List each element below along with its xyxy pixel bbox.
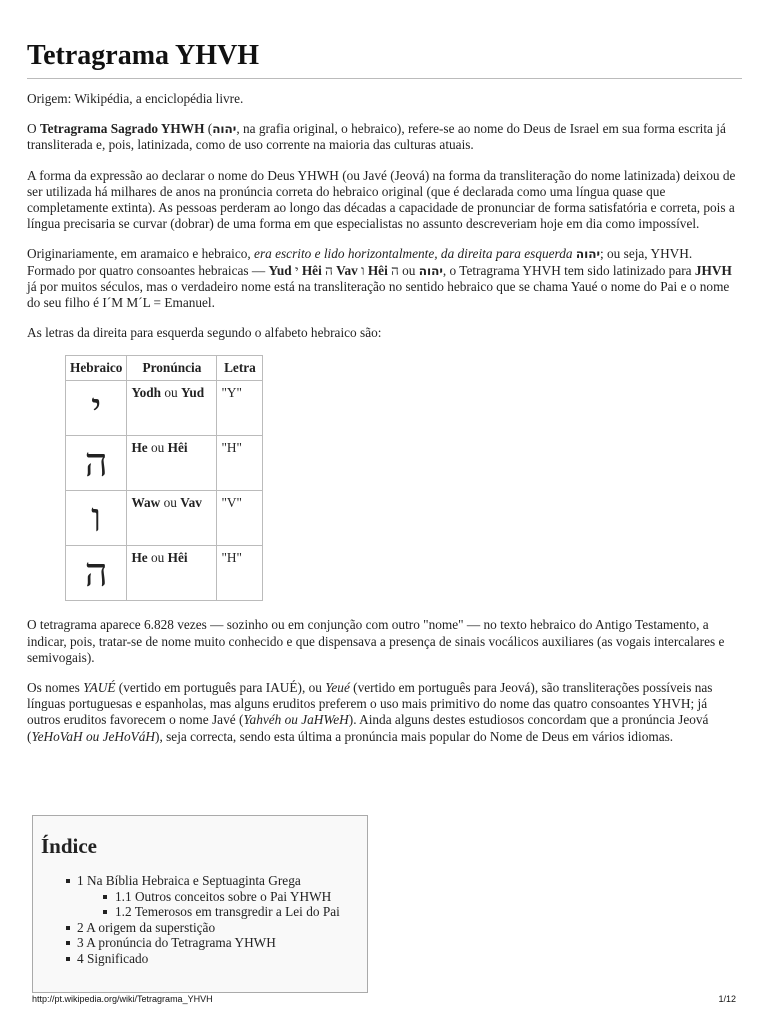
column-header-pronuncia: Pronúncia [127, 356, 217, 381]
intro-paragraph: O Tetragrama Sagrado YHWH (יהוה, na grafia original, o hebraico), refere-se ao nome do Deus de Israel em sua forma escrita já transliterada e, pois, latinizada, como de uso corrente na maioria das culturas atuais. [27, 121, 726, 153]
table-row [66, 381, 263, 436]
hebrew-glyph: י [66, 381, 127, 436]
toc-list [33, 873, 367, 967]
origin-paragraph: Originariamente, em aramaico e hebraico, era escrito e lido horizontalmente, da direita para esquerda יהוה; ou seja, YHVH. Formado por quatro consoantes hebraicas — Yud י Hêi ה Vav ו Hêi ה ou יהוה, o Tetragrama YHVH tem sido latinizado para JHVH já por muitos séculos, mas o verdadeiro nome está na transliteração no sentido hebraico que se chama Yaué o nome do Pai e o nome do seu filho é I´M M´L = Emanuel. [27, 246, 732, 311]
table-row [66, 491, 263, 546]
toc-item-3[interactable]: 3 A pronúncia do Tetragrama YHWH [33, 935, 367, 951]
toc-item-1[interactable]: 1 Na Bíblia Hebraica e Septuaginta Grega [33, 873, 367, 889]
hebrew-glyph: ו [66, 491, 127, 546]
letter-cell: "H" [217, 436, 263, 491]
toc-title: Índice [41, 834, 98, 858]
column-header-letra: Letra [217, 356, 263, 381]
origin-note: Origem: Wikipédia, a enciclopédia livre. [27, 91, 244, 106]
table-of-contents [32, 815, 368, 993]
letters-intro: As letras da direita para esquerda segundo o alfabeto hebraico são: [27, 325, 382, 341]
hebrew-letters-table [65, 355, 263, 601]
pronunciation-cell: He ou Hêi [127, 436, 217, 491]
pronunciation-cell: He ou Hêi [127, 546, 217, 601]
letter-cell: "Y" [217, 381, 263, 436]
toc-item-1-1[interactable]: 1.1 Outros conceitos sobre o Pai YHWH [33, 889, 367, 905]
names-paragraph: Os nomes YAUÉ (vertido em português para IAUÉ), ou Yeué (vertido em português para Jeová), são transliterações possíveis nas línguas portuguesas e espanholas, mas alguns eruditos preferem o uso mais primitivo do nome das quatro consoantes YHVH; já outros eruditos favorecem o nome Javé (Yahvéh ou JaHWeH). Ainda alguns destes estudiosos concordam que a pronúncia Jeová (YeHoVaH ou JeHoVáH), seja correcta, sendo esta última a pronúncia mais popular do Nome de Deus em vários idiomas. [27, 680, 713, 744]
page-number: 1/12 [718, 994, 736, 1004]
page-url[interactable]: http://pt.wikipedia.org/wiki/Tetragrama_YHVH [32, 994, 213, 1004]
page-title: Tetragrama YHVH [27, 40, 742, 79]
column-header-hebraico: Hebraico [66, 356, 127, 381]
table-row [66, 546, 263, 601]
toc-item-2[interactable]: 2 A origem da superstição [33, 920, 367, 936]
occurrence-paragraph: O tetragrama aparece 6.828 vezes — sozinho ou em conjunção com outro "nome" — no texto hebraico do Antigo Testamento, a indicar, pois, tratar-se de nome muito conhecido e que dispensava a presença de sinais vocálicos auxiliares (as vogais intercalares e semivogais). [27, 617, 725, 665]
letter-cell: "H" [217, 546, 263, 601]
toc-item-1-2[interactable]: 1.2 Temerosos em transgredir a Lei do Pai [33, 904, 367, 920]
table-header-row [66, 356, 263, 381]
table-row [66, 436, 263, 491]
pronunciation-cell: Yodh ou Yud [127, 381, 217, 436]
hebrew-glyph: ה [66, 546, 127, 601]
letter-cell: "V" [217, 491, 263, 546]
pronunciation-cell: Waw ou Vav [127, 491, 217, 546]
toc-item-4[interactable]: 4 Significado [33, 951, 367, 967]
history-paragraph: A forma da expressão ao declarar o nome do Deus YHWH (ou Javé (Jeová) na forma da transliteração do nome latinizada) deixou de ser utilizada há milhares de anos na pronúncia correta do hebraico original (que é declarada como uma língua quase que completamente extinta). As pessoas perderam ao longo das décadas a capacidade de pronunciar de forma satisfatória e correta, pois a língua precisaria se curvar (dobrar) de uma forma em que especialistas no assunto descreveriam hoje em dia como impossível. [27, 167, 736, 232]
hebrew-glyph: ה [66, 436, 127, 491]
article [27, 40, 742, 966]
